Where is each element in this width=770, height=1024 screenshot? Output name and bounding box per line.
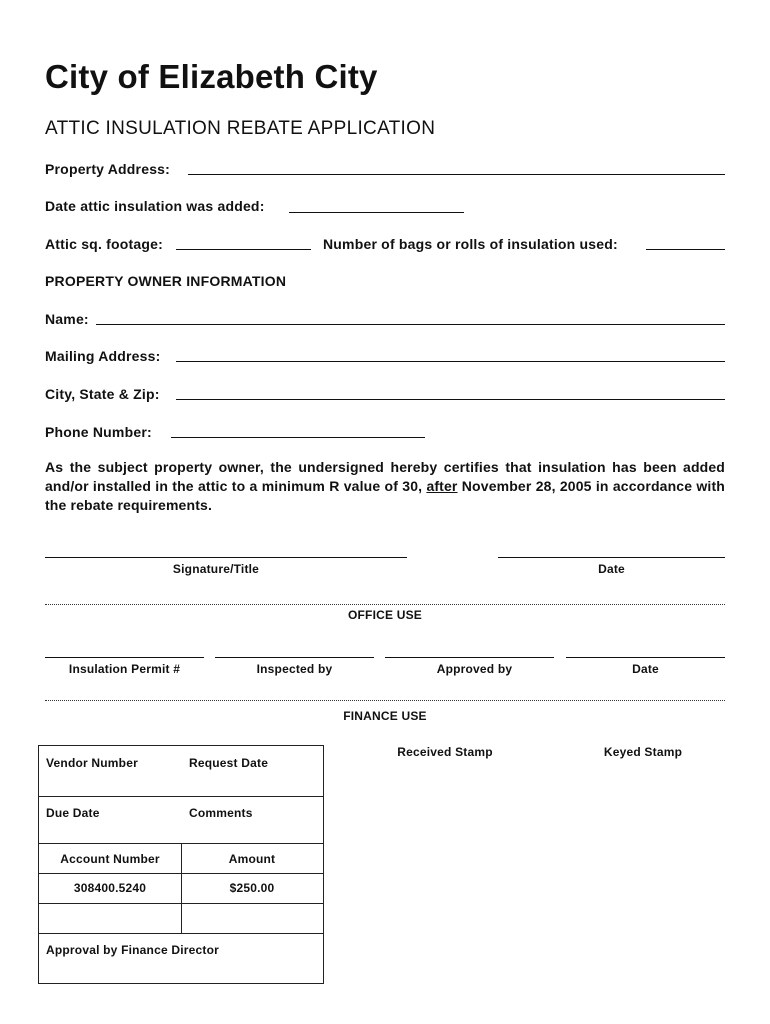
- approval-label: Approval by Finance Director: [46, 943, 219, 957]
- permit-label: Insulation Permit #: [68, 662, 181, 676]
- office-divider: [45, 604, 725, 605]
- form-subtitle: ATTIC INSULATION REBATE APPLICATION: [45, 118, 436, 139]
- office-use-title: OFFICE USE: [347, 608, 422, 622]
- amount-header: Amount: [228, 852, 276, 866]
- signature-date-field[interactable]: [498, 557, 725, 558]
- account-number-header: Account Number: [60, 852, 160, 866]
- comments-label: Comments: [189, 806, 253, 820]
- bags-rolls-field[interactable]: [646, 249, 725, 250]
- property-address-field[interactable]: [188, 174, 725, 175]
- inspected-by-field[interactable]: [215, 657, 374, 658]
- received-stamp-label: Received Stamp: [397, 745, 493, 759]
- amount-value: $250.00: [229, 881, 275, 895]
- property-address-label: Property Address:: [45, 161, 171, 177]
- date-added-label: Date attic insulation was added:: [45, 198, 265, 214]
- finance-divider: [45, 700, 725, 701]
- sq-footage-label: Attic sq. footage:: [45, 236, 163, 252]
- vendor-number-label: Vendor Number: [46, 756, 138, 770]
- city-state-zip-field[interactable]: [176, 399, 725, 400]
- phone-field[interactable]: [171, 437, 425, 438]
- due-date-label: Due Date: [46, 806, 100, 820]
- city-state-zip-label: City, State & Zip:: [45, 386, 160, 402]
- signature-field[interactable]: [45, 557, 407, 558]
- keyed-stamp-label: Keyed Stamp: [603, 745, 683, 759]
- owner-section-title: PROPERTY OWNER INFORMATION: [45, 273, 287, 289]
- office-date-field[interactable]: [566, 657, 725, 658]
- name-label: Name:: [45, 311, 89, 327]
- certification-text: As the subject property owner, the undersigned hereby certifies that insulation has been added and/or installed in the attic to a minimum R value of 30, after November 28, 2005 in accordance with the rebate requirements.: [45, 459, 725, 513]
- approved-by-label: Approved by: [436, 662, 513, 676]
- phone-label: Phone Number:: [45, 424, 152, 440]
- page-title: City of Elizabeth City: [45, 58, 378, 95]
- finance-row-divider: [39, 796, 323, 797]
- after-emphasis: after: [426, 478, 458, 494]
- finance-row-divider: [39, 933, 323, 934]
- signature-label: Signature/Title: [172, 562, 260, 576]
- sq-footage-field[interactable]: [176, 249, 311, 250]
- account-number-value: 308400.5240: [73, 881, 147, 895]
- signature-date-label: Date: [598, 562, 625, 576]
- mailing-address-label: Mailing Address:: [45, 348, 161, 364]
- date-added-field[interactable]: [289, 212, 464, 213]
- finance-use-title: FINANCE USE: [343, 709, 427, 723]
- request-date-label: Request Date: [189, 756, 269, 770]
- finance-table: [38, 745, 324, 984]
- bags-rolls-label: Number of bags or rolls of insulation used:: [323, 236, 618, 252]
- inspected-by-label: Inspected by: [256, 662, 333, 676]
- approved-by-field[interactable]: [385, 657, 554, 658]
- office-date-label: Date: [632, 662, 659, 676]
- mailing-address-field[interactable]: [176, 361, 725, 362]
- name-field[interactable]: [96, 324, 725, 325]
- permit-field[interactable]: [45, 657, 204, 658]
